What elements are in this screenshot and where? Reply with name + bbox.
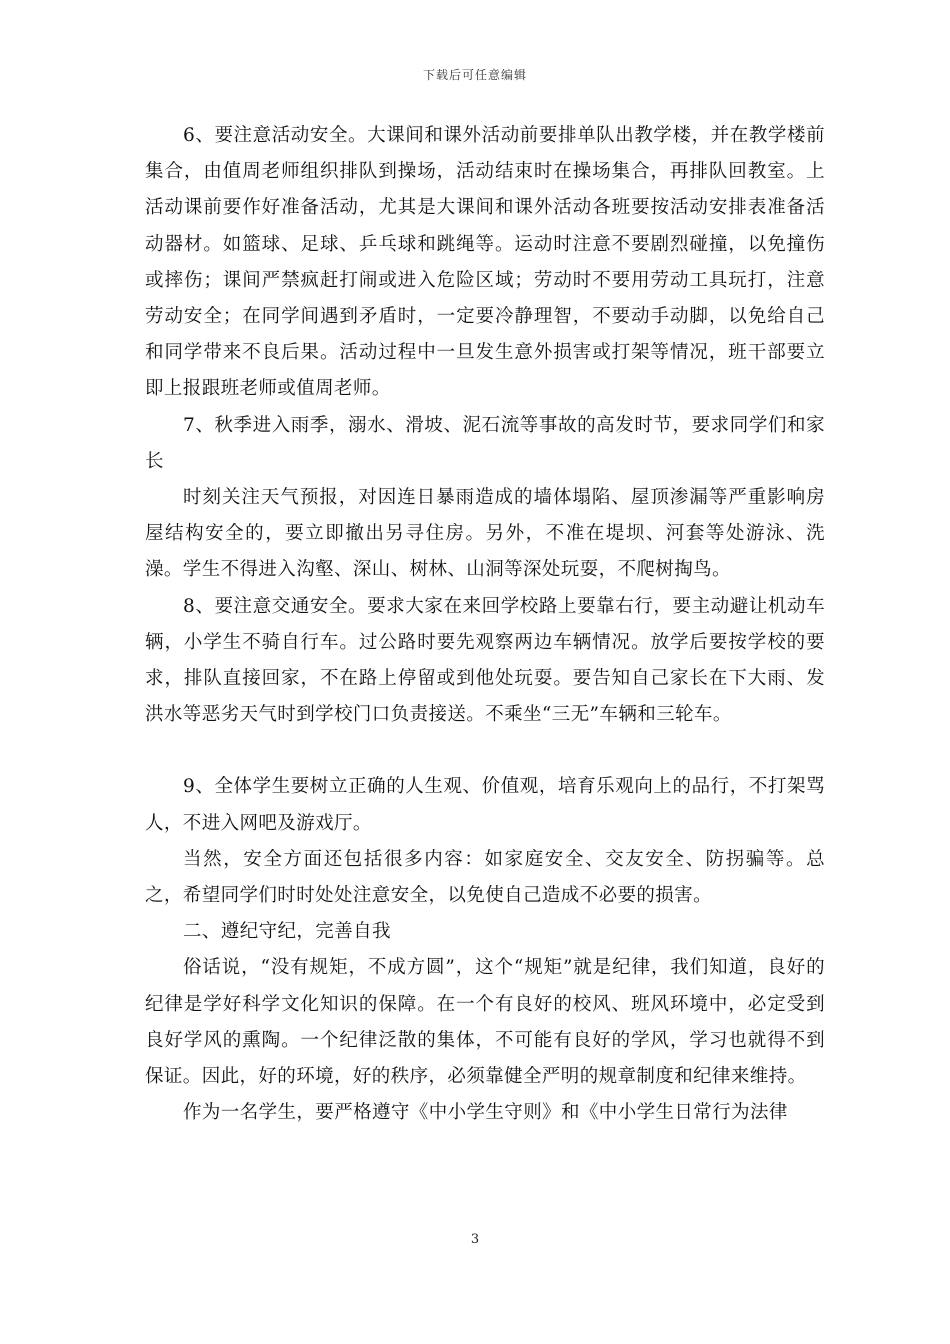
paragraph-activity-safety: 6、要注意活动安全。大课间和课外活动前要排单队出教学楼，并在教学楼前集合，由值周老师组织排队到操场，活动结束时在操场集合，再排队回教室。上活动课前要作好准备活动，尤其是大课间和课外活动各班要按活动安排表准备活动器材。如篮球、足球、乒乓球和跳绳等。运动时注意不要剧烈碰撞，以免撞伤或摔伤；课间严禁疯赶打闹或进入危险区域；劳动时不要用劳动工具玩打，注意劳动安全；在同学间遇到矛盾时，一定要冷静理智，不要动手动脚，以免给自己和同学带来不良后果。活动过程中一旦发生意外损害或打架等情况，班干部要立即上报跟班老师或值周老师。 — [145, 125, 825, 400]
paragraph-rainy-season: 7、秋季进入雨季，溺水、滑坡、泥石流等事故的高发时节，要求同学们和家长 — [145, 414, 825, 472]
paragraph-gap — [145, 733, 825, 769]
page-number: 3 — [470, 1232, 480, 1247]
section-heading-discipline: 二、遵纪守纪，完善自我 — [183, 921, 391, 943]
paragraph-traffic-safety: 8、要注意交通安全。要求大家在来回学校路上要靠右行，要主动避让机动车辆，小学生不骑自行车。过公路时要先观察两边车辆情况。放学后要按学校的要求，排队直接回家，不在路上停留或到他处玩耍。要告知自己家长在下大雨、发洪水等恶劣天气时到学校门口负责接送。不乘坐“三无”车辆和三轮车。 — [145, 595, 825, 726]
paragraph-student-rules: 作为一名学生，要严格遵守《中小学生守则》和《中小学生日常行为法律 — [183, 1102, 788, 1124]
document-body — [145, 118, 825, 1131]
paragraph-safety-summary: 当然，安全方面还包括很多内容：如家庭安全、交友安全、防拐骗等。总之，希望同学们时时处处注意安全，以免使自己造成不必要的损害。 — [145, 848, 825, 907]
paragraph-discipline: 俗话说，“没有规矩，不成方圆”，这个“规矩”就是纪律，我们知道，良好的纪律是学好科学文化知识的保障。在一个有良好的校风、班风环境中，必定受到良好学风的熏陶。一个纪律泛散的集体，不可能有良好的学风，学习也就得不到保证。因此，好的环境，好的秩序，必须靠健全严明的规章制度和纪律来维持。 — [145, 957, 825, 1088]
page-header: 下载后可任意编辑 — [422, 68, 527, 82]
paragraph-values: 9、全体学生要树立正确的人生观、价值观，培育乐观向上的品行，不打架骂人，不进入网吧及游戏厅。 — [145, 776, 825, 834]
paragraph-weather-warning: 时刻关注天气预报，对因连日暴雨造成的墙体塌陷、屋顶渗漏等严重影响房屋结构安全的，要立即撤出另寻住房。另外，不准在堤坝、河套等处游泳、洗澡。学生不得进入沟壑、深山、树林、山洞等深处玩耍，不爬树掏鸟。 — [145, 487, 825, 581]
